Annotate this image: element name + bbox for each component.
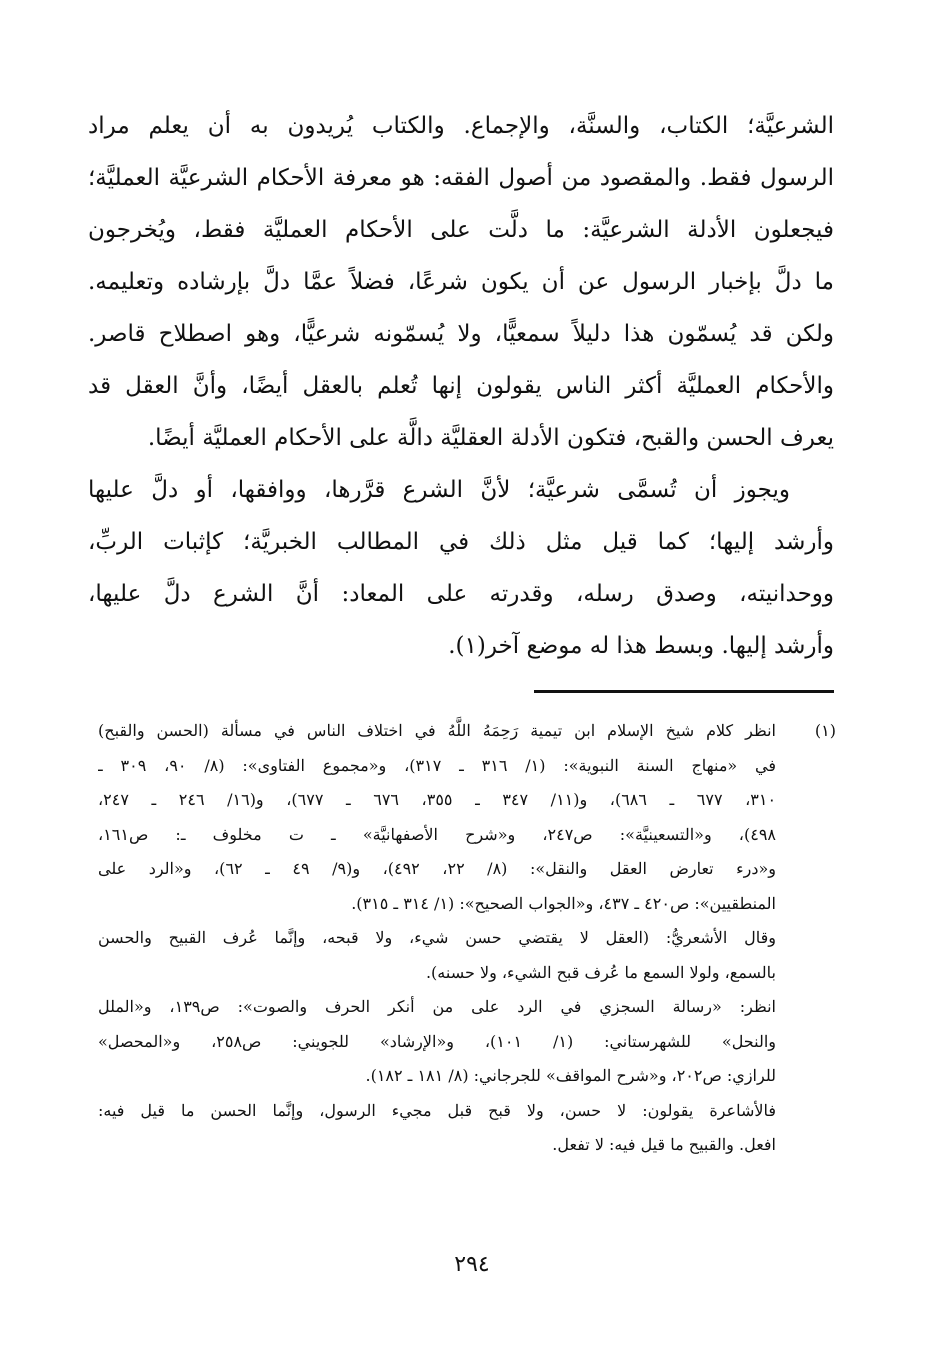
text-line: ويجوز أن تُسمَّى شرعيَّة؛ لأنَّ الشرع قرَّرها، ووافقها، أو دلَّ عليها [88,477,790,503]
text-line: ما دلَّ بإخبار الرسول عن أن يكون شرعًا، فضلاً عمَّا دلَّ بإرشاده وتعليمه. [88,269,834,295]
text-line: وأرشد إليها؛ كما قيل مثل ذلك في المطالب الخبريَّة؛ كإثبات الربِّ، [88,529,834,555]
footnote-separator [534,690,834,693]
text-line: ووحدانيته، وصدق رسله، وقدرته على المعاد: أنَّ الشرع دلَّ عليها، [88,581,834,607]
text-line: ولكن قد يُسمّون هذا دليلاً سمعيًّا، ولا يُسمّونه شرعيًّا، وهو اصطلاح قاصر. [88,321,834,347]
text-line: وأرشد إليها. وبسط هذا له موضع آخر(١). [448,633,834,659]
footnote-line: و«درء تعارض العقل والنقل»: (٨/ ٢٢، ٤٩٢)، و(٩/ ٤٩ ـ ٦٢)، و«الرد على [98,859,777,878]
page-number: ٢٩٤ [454,1252,490,1277]
footnote-line: للرازي: ص٢٠٢، و«شرح المواقف» للجرجاني: (٨/ ١٨١ ـ ١٨٢). [365,1066,776,1085]
footnote-line: ٤٩٨)، و«التسعينيَّة»: ص٢٤٧، و«شرح الأصفهانيَّة» ـ ت مخلوف ـ: ص١٦١، [98,824,776,844]
footnote-line: في «منهاج السنة النبوية»: (١/ ٣١٦ ـ ٣١٧)، و«مجموع الفتاوى»: (٨/ ٩٠، ٣٠٩ ـ [98,755,777,775]
footnote-line: والنحل» للشهرستاني: (١/ ١٠١)، و«الإرشاد» للجويني: ص٢٥٨، و«المحصل» [98,1031,777,1051]
footnotes [98,714,836,1163]
footnote-marker: (١) [814,721,836,740]
footnote-text: انظر كلام شيخ الإسلام ابن تيمية رَحِمَهُ اللَّهُ في اختلاف الناس في مسألة (الحسن والقبح) [98,721,776,740]
main-text [88,100,834,672]
text-line: الرسول فقط. والمقصود من أصول الفقه: هو معرفة الأحكام الشرعيَّة العمليَّة؛ [88,165,834,191]
footnote-line [98,714,836,749]
footnote-line: وقال الأشعريُّ: (العقل لا يقتضي حسن شيء، ولا قبحه، وإنَّما عُرف القبيح والحسن [98,928,776,947]
footnote-line: افعل. والقبيح ما قيل فيه: لا تفعل. [552,1135,776,1154]
text-line: يعرف الحسن والقبح، فتكون الأدلة العقليَّة دالَّة على الأحكام العمليَّة أيضًا. [147,425,834,451]
footnote-line: المنطقيين»: ص٤٢٠ ـ ٤٣٧، و«الجواب الصحيح»: (١/ ٣١٤ ـ ٣١٥). [351,893,776,913]
footnote-line: انظر: «رسالة السجزي في الرد على من أنكر الحرف والصوت»: ص١٣٩، و«الملل [98,997,776,1016]
text-line: والأحكام العمليَّة أكثر الناس يقولون إنها تُعلم بالعقل أيضًا، وأنَّ العقل قد [88,373,834,399]
footnote-line: فالأشاعرة يقولون: لا حسن، ولا قبح قبل مجيء الرسول، وإنَّما الحسن ما قيل فيه: [98,1100,776,1120]
footnote-line: بالسمع، ولولا السمع ما عُرف قبح الشيء، ولا حسنه). [425,962,776,982]
text-line: فيجعلون الأدلة الشرعيَّة: ما دلَّت على الأحكام العمليَّة فقط، ويُخرجون [88,217,834,243]
footnote-line: ٣١٠، ٦٧٧ ـ ٦٨٦)، و(١١/ ٣٤٧ ـ ٣٥٥، ٦٧٦ ـ ٦٧٧)، و(١٦/ ٢٤٦ ـ ٢٤٧، [98,790,777,809]
text-line: الشرعيَّة؛ الكتاب، والسنَّة، والإجماع. والكتاب يُريدون به أن يعلم مراد [88,113,834,139]
